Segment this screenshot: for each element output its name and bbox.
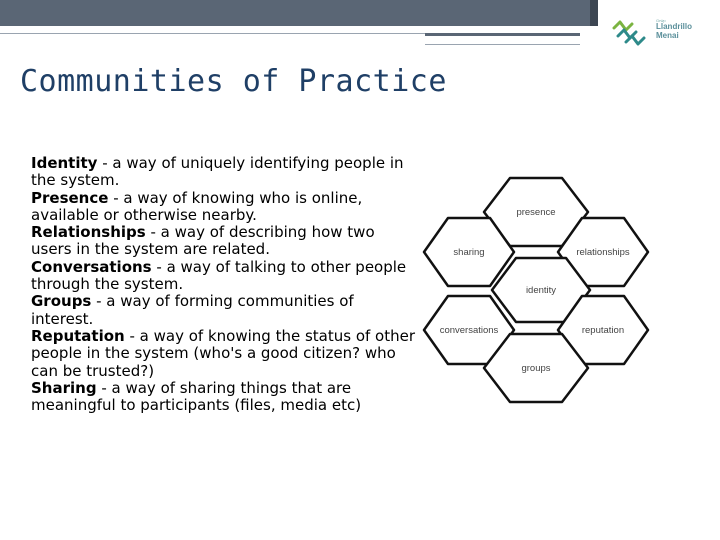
hex-label-conversations: conversations [439,325,499,336]
definition-list [31,155,416,414]
definition-text: - a way of uniquely identifying people in the system. [31,154,404,190]
hex-label-relationships: relationships [576,247,630,258]
definition-item-conversations [31,259,416,294]
definition-text: - a way of sharing things that are meaningful to participants (files, media etc) [31,378,362,415]
hex-label-identity: identity [525,285,557,296]
logo-line-2: Menai [656,31,679,40]
header-accent-rule [425,33,580,36]
definition-term: Conversations [31,257,152,276]
definition-item-identity [31,155,416,190]
logo-line-1: Llandrillo [656,22,692,31]
definition-item-reputation [31,328,416,380]
definition-item-presence [31,190,416,225]
definition-text: - a way of knowing who is online, available or otherwise nearby. [31,188,363,224]
definition-term: Reputation [31,326,125,345]
definition-text: - a way of describing how two users in the system are related. [31,223,375,259]
page-title: Communities of Practice [20,64,447,99]
header-bar-end [590,0,598,26]
definition-item-relationships [31,224,416,259]
header-accent-rule-lower [425,44,580,45]
definition-text: - a way of knowing the status of other people in the system (who's a good citizen? who can be trusted?) [31,326,416,380]
definition-term: Identity [31,154,98,172]
definition-term: Sharing [31,378,97,397]
definition-term: Presence [31,188,109,207]
hex-label-groups: groups [521,363,551,374]
logo-wordmark [656,16,692,40]
definition-item-sharing [31,380,416,415]
logo-mark-icon [614,22,644,44]
definition-term: Relationships [31,223,146,242]
header-bar [0,0,590,26]
definition-item-groups [31,293,416,328]
header-rule [0,33,425,34]
hex-label-reputation: reputation [581,325,625,336]
definition-term: Groups [31,292,92,311]
hex-label-presence: presence [516,207,556,218]
honeycomb-diagram [420,172,670,407]
logo-small-text: Grŵp [656,18,666,23]
definition-text: - a way of forming communities of interest. [31,292,354,328]
definition-text: - a way of talking to other people through the system. [31,257,407,294]
hex-label-sharing: sharing [453,247,485,258]
